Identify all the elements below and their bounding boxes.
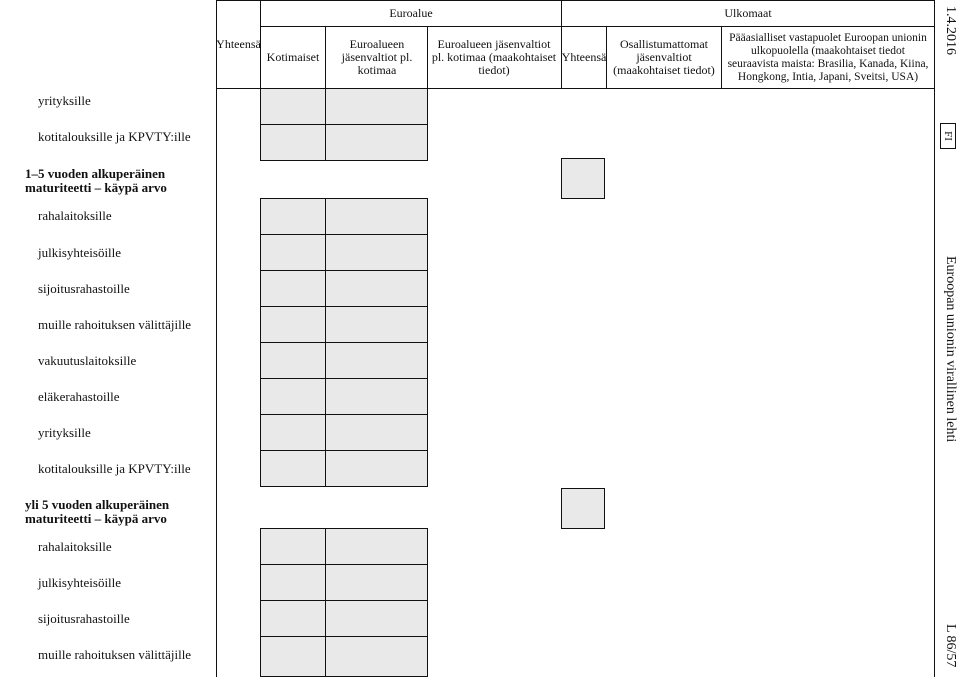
shaded-cell [326,637,428,677]
header-yhteensa-1: Yhteensä [216,37,261,51]
shaded-cell [261,565,326,601]
shaded-cell [326,379,428,415]
header-paaasialliset: Pääasialliset vastapuolet Euroopan unionin ulkopuolella (maakohtaiset tiedot seuraavista maista: Brasilia, Kanada, Kiina, Hongkong, Intia, Japani, Sveitsi, USA) [727,31,929,83]
shaded-cell [261,307,326,343]
margin-date: 1.4.2016 [943,6,958,55]
row-label: yrityksille [38,93,91,108]
shaded-cell [261,343,326,379]
shaded-cell [326,89,428,125]
shaded-cell [261,89,326,125]
row-label: kotitalouksille ja KPVTY:ille [38,129,191,144]
shaded-cell [261,529,326,565]
shaded-cell [261,379,326,415]
shaded-cell [326,235,428,271]
shaded-cell [261,235,326,271]
row-label: rahalaitoksille [38,208,112,223]
row-label: sijoitusrahastoille [38,611,130,626]
shaded-cell [562,159,605,199]
shaded-cell [261,451,326,487]
shaded-cell [326,415,428,451]
header-euroalueen-jasenvaltiot: Euroalueen jäsenvaltiot pl. kotimaa [341,37,413,77]
shaded-cell [261,125,326,161]
margin-page-ref: L 86/57 [943,624,958,668]
shaded-cell [326,125,428,161]
row-label-section: yli 5 vuoden alkuperäinen maturiteetti – käypä arvo [25,497,170,526]
header-euroalue: Euroalue [389,6,433,20]
row-label: julkisyhteisöille [38,245,122,260]
header-osallistumattomat: Osallistumattomat jäsenvaltiot (maakohtaiset tiedot) [613,37,715,77]
shaded-cell [326,343,428,379]
shaded-cell [562,489,605,529]
row-label: rahalaitoksille [38,539,112,554]
shaded-cell [326,271,428,307]
margin-journal: Euroopan unionin virallinen lehti [943,256,958,443]
row-label: sijoitusrahastoille [38,281,130,296]
shaded-cell [261,415,326,451]
shaded-cell [261,271,326,307]
row-label: kotitalouksille ja KPVTY:ille [38,461,191,476]
shaded-cell [261,199,326,235]
shaded-cell [261,601,326,637]
shaded-cell [326,601,428,637]
shaded-cell [326,565,428,601]
shaded-cell [326,307,428,343]
row-label: vakuutuslaitoksille [38,353,137,368]
row-label: eläkerahastoille [38,389,120,404]
shaded-cell [326,451,428,487]
shaded-cell [261,637,326,677]
row-label-section: 1–5 vuoden alkuperäinen maturiteetti – käypä arvo [25,166,167,195]
row-label: julkisyhteisöille [38,575,122,590]
margin-lang: FI [942,131,954,141]
header-yhteensa-2: Yhteensä [561,50,607,64]
row-label: muille rahoituksen välittäjille [38,317,192,332]
row-label: muille rahoituksen välittäjille [38,647,192,662]
header-kotimaiset: Kotimaiset [266,50,320,64]
shaded-cell [326,199,428,235]
header-ulkomaat: Ulkomaat [724,6,772,20]
margin-lang-box [940,123,956,149]
header-euroalueen-maakohtaiset: Euroalueen jäsenvaltiot pl. kotimaa (maakohtaiset tiedot) [431,37,557,77]
shaded-cell [326,529,428,565]
row-label: yrityksille [38,425,91,440]
